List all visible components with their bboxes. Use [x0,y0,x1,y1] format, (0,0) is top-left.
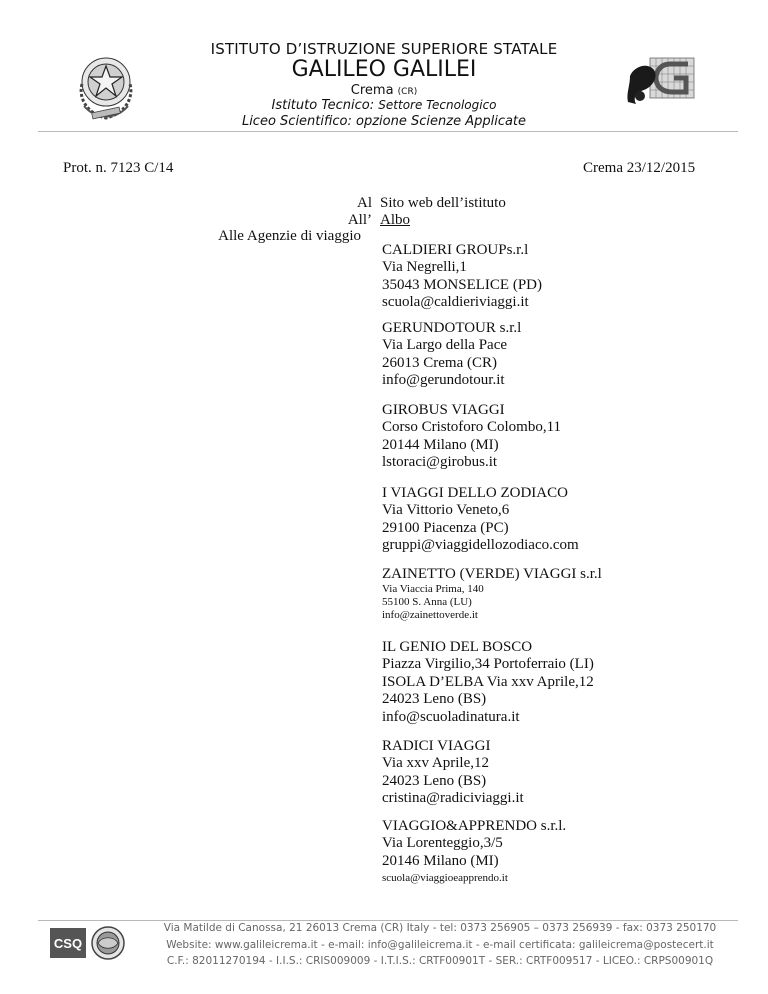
agency-email: scuola@caldieriviaggi.it [382,294,529,311]
agency-name: IL GENIO DEL BOSCO [382,639,533,655]
agency-email: info@zainettoverde.it [382,609,478,622]
technical-institute-sector: Settore Tecnologico [378,98,497,112]
agency-name: I VIAGGI DELLO ZODIACO [382,485,568,501]
agency-address-2: ISOLA D’ELBA Via xxv Aprile,12 [382,673,594,690]
agency-block [382,320,521,390]
agency-address: Via Negrelli,1 [382,259,467,276]
liceo-label: Liceo Scientifico: [241,114,352,129]
agency-address: Via Lorenteggio,3/5 [382,835,503,852]
header-divider [38,131,738,132]
agency-block [382,242,542,312]
agency-address: Via Largo della Pace [382,337,508,354]
agency-city: 20144 Milano (MI) [382,436,499,453]
agency-name: CALDIERI GROUPs.r.l [382,242,529,258]
recipient-label-al: Al [357,195,372,211]
recipient-label-all: All’ [347,212,372,228]
agency-address: Via Vittorio Veneto,6 [382,502,510,519]
recipient-label-agencies: Alle Agenzie di viaggio [218,228,361,244]
agency-block [382,566,602,622]
agency-block [382,738,524,808]
agency-email: info@scuoladinatura.it [382,708,520,725]
province-code: (CR) [397,87,418,97]
agency-city: 29100 Piacenza (PC) [382,519,509,536]
agency-city: 55100 S. Anna (LU) [382,596,472,609]
agency-block [382,485,579,555]
footer-codes: C.F.: 82011270194 - I.I.S.: CRIS009009 - I.T.I.S.: CRTF00901T - SER.: CRTF009517 - LICEO.: CRPS00901Q [166,955,714,967]
agency-email: lstoraci@girobus.it [382,454,498,471]
agency-email: scuola@viaggioeapprendo.it [382,872,508,885]
agency-address: Piazza Virgilio,34 Portoferraio (LI) [382,656,594,673]
technical-institute-label: Istituto Tecnico: [271,98,375,113]
document-date: Crema 23/12/2015 [583,160,696,176]
agency-city: 35043 MONSELICE (PD) [382,276,542,293]
csq-certification-icon [50,928,86,958]
school-type-heading: ISTITUTO D’ISTRUZIONE SUPERIORE STATALE [210,40,558,58]
footer-divider [38,920,738,921]
agency-block [382,818,566,888]
city-name: Crema [350,83,394,98]
liceo-option: opzione Scienze Applicate [356,114,527,129]
agency-address: Corso Cristoforo Colombo,11 [382,419,562,436]
school-city [0,83,768,98]
footer-contacts: Website: www.galileicrema.it - e-mail: info@galileicrema.it - e-mail certificata: galileicrema@postecert.it [166,939,714,951]
agency-block [382,402,561,472]
agency-name: GIROBUS VIAGGI [382,402,505,418]
agency-address: Via xxv Aprile,12 [382,755,489,772]
agency-city: 24023 Leno (BS) [382,691,487,708]
agency-city: 20146 Milano (MI) [382,852,499,869]
agency-name: VIAGGIO&APPRENDO s.r.l. [382,818,567,834]
agency-name: ZAINETTO (VERDE) VIAGGI s.r.l [382,566,602,582]
agency-email: info@gerundotour.it [382,372,505,389]
agency-address: Via Viaccia Prima, 140 [382,583,484,596]
agency-city: 24023 Leno (BS) [382,772,487,789]
protocol-number: Prot. n. 7123 C/14 [63,160,174,176]
iqnet-certification-icon [90,926,126,960]
school-course-liceo [0,114,768,129]
footer-address: Via Matilde di Canossa, 21 26013 Crema (CR) Italy - tel: 0373 256905 – 0373 256939 - fax: 0373 250170 [163,922,717,934]
school-course-technical [0,98,768,113]
agency-email: cristina@radiciviaggi.it [382,790,524,807]
agency-email: gruppi@viaggidellozodiaco.com [382,537,579,554]
agency-city: 26013 Crema (CR) [382,354,497,371]
csq-text: CSQ [53,936,83,951]
recipient-albo: Albo [380,212,410,228]
school-name-heading: GALILEO GALILEI [291,57,477,82]
agency-block [382,639,594,726]
agency-name: RADICI VIAGGI [382,738,491,754]
recipient-website: Sito web dell’istituto [380,195,506,211]
agency-name: GERUNDOTOUR s.r.l [382,320,522,336]
